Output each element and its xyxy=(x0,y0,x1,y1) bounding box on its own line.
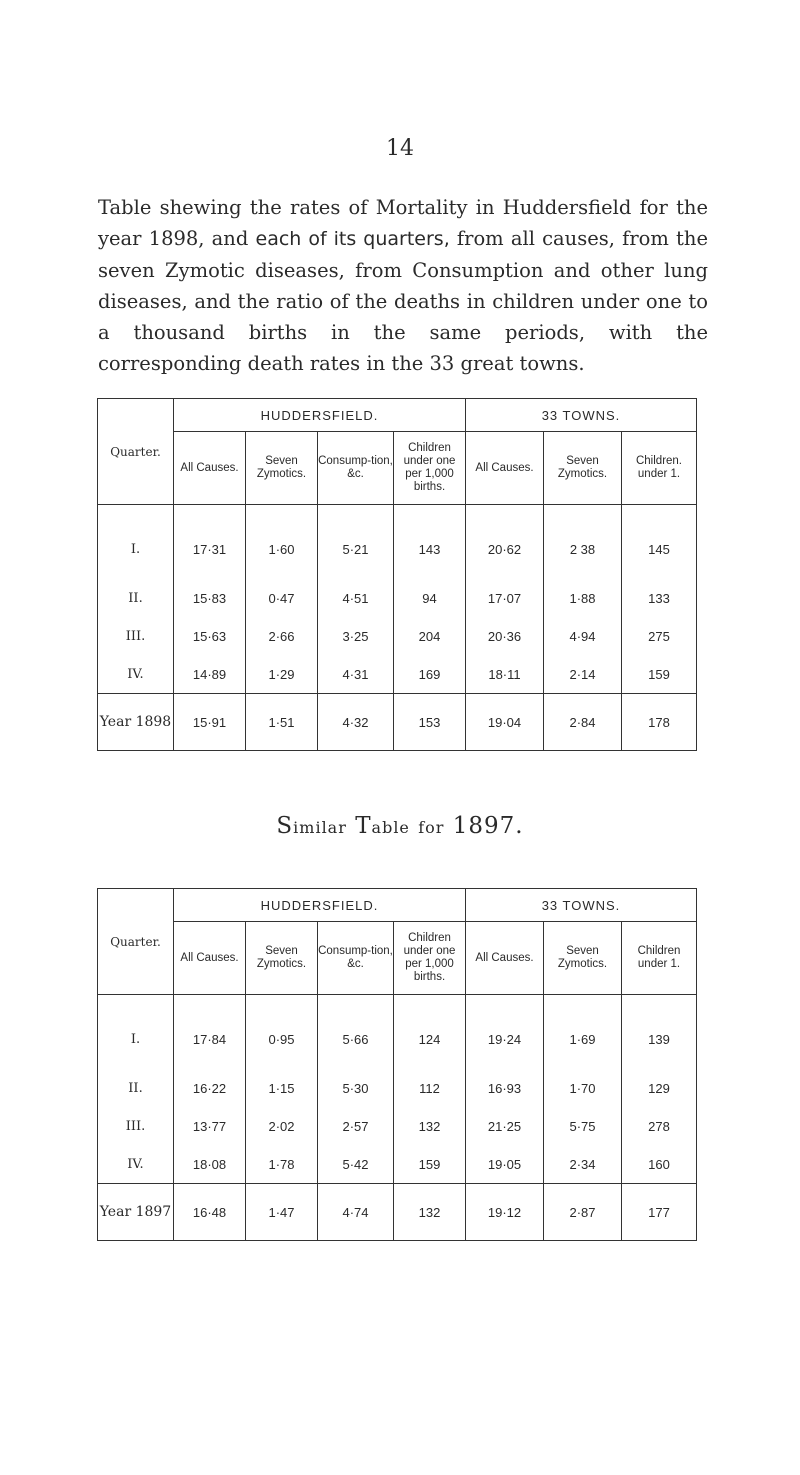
column-header: Seven Zymotics. xyxy=(246,922,318,995)
row-label: I. xyxy=(98,995,174,1070)
table-cell: 4·74 xyxy=(318,1184,394,1241)
column-header: Seven Zymotics. xyxy=(544,922,622,995)
table-cell: 3·25 xyxy=(318,617,394,655)
table-cell: 16·22 xyxy=(174,1069,246,1107)
table-cell: 4·31 xyxy=(318,655,394,694)
column-header: Seven Zymotics. xyxy=(246,432,318,505)
table-cell: 2·87 xyxy=(544,1184,622,1241)
column-header: Consump-tion, &c. xyxy=(318,922,394,995)
table-cell: 2 38 xyxy=(544,505,622,580)
intro-text-part1: Table shewing the rates of Mortality in Huddersfield for the year 1898, and xyxy=(98,196,708,250)
table-cell: 19·05 xyxy=(466,1145,544,1184)
column-header: All Causes. xyxy=(466,922,544,995)
table-cell: 178 xyxy=(622,694,697,751)
table-row xyxy=(98,1145,697,1184)
table-row-year xyxy=(98,1184,697,1241)
row-label: III. xyxy=(98,617,174,655)
table-cell: 143 xyxy=(394,505,466,580)
quarter-header: Quarter. xyxy=(98,889,174,995)
table-cell: 139 xyxy=(622,995,697,1070)
table-cell: 177 xyxy=(622,1184,697,1241)
table-row xyxy=(98,617,697,655)
table-cell: 5·42 xyxy=(318,1145,394,1184)
table-cell: 1·47 xyxy=(246,1184,318,1241)
table-cell: 1·60 xyxy=(246,505,318,580)
title-smallcaps: imilar xyxy=(293,818,347,837)
table-cell: 160 xyxy=(622,1145,697,1184)
table-cell: 159 xyxy=(622,655,697,694)
table-cell: 1·29 xyxy=(246,655,318,694)
table-cell: 2·84 xyxy=(544,694,622,751)
table-cell: 1·78 xyxy=(246,1145,318,1184)
table-cell: 275 xyxy=(622,617,697,655)
table-cell: 159 xyxy=(394,1145,466,1184)
table-cell: 20·36 xyxy=(466,617,544,655)
title-smallcaps: for xyxy=(418,818,445,837)
row-label: Year 1897 xyxy=(98,1184,174,1241)
towns-group-header: 33 TOWNS. xyxy=(466,399,697,432)
table-cell: 17·07 xyxy=(466,579,544,617)
table-cell: 2·34 xyxy=(544,1145,622,1184)
similar-table-title xyxy=(0,813,800,839)
row-label: IV. xyxy=(98,655,174,694)
intro-paragraph xyxy=(98,192,708,379)
column-header: All Causes. xyxy=(466,432,544,505)
table-cell: 5·21 xyxy=(318,505,394,580)
table-cell: 278 xyxy=(622,1107,697,1145)
table-cell: 4·94 xyxy=(544,617,622,655)
table-row xyxy=(98,1107,697,1145)
table-cell: 19·04 xyxy=(466,694,544,751)
intro-text-part2: from all causes, from the seven Zymotic diseases, from Consumption and other lung diseases, and the ratio of the deaths in children under one to a thousand births in the same periods, with the corresponding death rates in the 33 great towns. xyxy=(98,227,708,375)
table-row xyxy=(98,1069,697,1107)
column-header: Seven Zymotics. xyxy=(544,432,622,505)
column-header: Children. under 1. xyxy=(622,432,697,505)
table-cell: 94 xyxy=(394,579,466,617)
mortality-table-1897 xyxy=(97,888,697,1241)
row-label: Year 1898 xyxy=(98,694,174,751)
table-cell: 132 xyxy=(394,1184,466,1241)
column-header: All Causes. xyxy=(174,432,246,505)
table-cell: 2·66 xyxy=(246,617,318,655)
table-cell: 153 xyxy=(394,694,466,751)
table-cell: 129 xyxy=(622,1069,697,1107)
table-cell: 18·08 xyxy=(174,1145,246,1184)
table-cell: 1·51 xyxy=(246,694,318,751)
table-cell: 1·15 xyxy=(246,1069,318,1107)
column-header: Children under 1. xyxy=(622,922,697,995)
table-cell: 4·32 xyxy=(318,694,394,751)
column-header: Children under one per 1,000 births. xyxy=(394,432,466,505)
table-row xyxy=(98,655,697,694)
column-header: Children under one per 1,000 births. xyxy=(394,922,466,995)
table-cell: 13·77 xyxy=(174,1107,246,1145)
table-row xyxy=(98,579,697,617)
table-row xyxy=(98,505,697,580)
table-cell: 18·11 xyxy=(466,655,544,694)
title-smallcaps: able xyxy=(371,818,410,837)
table-cell: 15·83 xyxy=(174,579,246,617)
table-cell: 17·84 xyxy=(174,995,246,1070)
table-cell: 5·66 xyxy=(318,995,394,1070)
row-label: II. xyxy=(98,579,174,617)
table-cell: 1·70 xyxy=(544,1069,622,1107)
huddersfield-group-header: HUDDERSFIELD. xyxy=(174,889,466,922)
table-row-year xyxy=(98,694,697,751)
row-label: III. xyxy=(98,1107,174,1145)
table-cell: 204 xyxy=(394,617,466,655)
table-cell: 112 xyxy=(394,1069,466,1107)
table-cell: 2·57 xyxy=(318,1107,394,1145)
table-cell: 19·24 xyxy=(466,995,544,1070)
table-cell: 15·63 xyxy=(174,617,246,655)
row-label: II. xyxy=(98,1069,174,1107)
table-cell: 1·69 xyxy=(544,995,622,1070)
title-initial: S xyxy=(276,813,294,839)
table-row xyxy=(98,995,697,1070)
huddersfield-group-header: HUDDERSFIELD. xyxy=(174,399,466,432)
table-cell: 124 xyxy=(394,995,466,1070)
table-cell: 19·12 xyxy=(466,1184,544,1241)
table-cell: 145 xyxy=(622,505,697,580)
row-label: IV. xyxy=(98,1145,174,1184)
table-cell: 15·91 xyxy=(174,694,246,751)
table-cell: 16·48 xyxy=(174,1184,246,1241)
table-cell: 5·75 xyxy=(544,1107,622,1145)
table-cell: 169 xyxy=(394,655,466,694)
table-cell: 2·14 xyxy=(544,655,622,694)
mortality-table-1898 xyxy=(97,398,697,751)
quarter-header: Quarter. xyxy=(98,399,174,505)
table-cell: 0·95 xyxy=(246,995,318,1070)
page-number: 14 xyxy=(386,136,414,161)
table-cell: 133 xyxy=(622,579,697,617)
table-cell: 14·89 xyxy=(174,655,246,694)
table-cell: 20·62 xyxy=(466,505,544,580)
table-cell: 5·30 xyxy=(318,1069,394,1107)
table-cell: 2·02 xyxy=(246,1107,318,1145)
table-cell: 0·47 xyxy=(246,579,318,617)
row-label: I. xyxy=(98,505,174,580)
table-cell: 16·93 xyxy=(466,1069,544,1107)
title-year: 1897. xyxy=(452,813,524,839)
table-cell: 21·25 xyxy=(466,1107,544,1145)
towns-group-header: 33 TOWNS. xyxy=(466,889,697,922)
table-cell: 132 xyxy=(394,1107,466,1145)
intro-emphasis: each of its quarters, xyxy=(255,228,450,250)
table-cell: 17·31 xyxy=(174,505,246,580)
column-header: All Causes. xyxy=(174,922,246,995)
table-cell: 4·51 xyxy=(318,579,394,617)
title-initial: T xyxy=(355,813,372,839)
table-cell: 1·88 xyxy=(544,579,622,617)
column-header: Consump-tion, &c. xyxy=(318,432,394,505)
